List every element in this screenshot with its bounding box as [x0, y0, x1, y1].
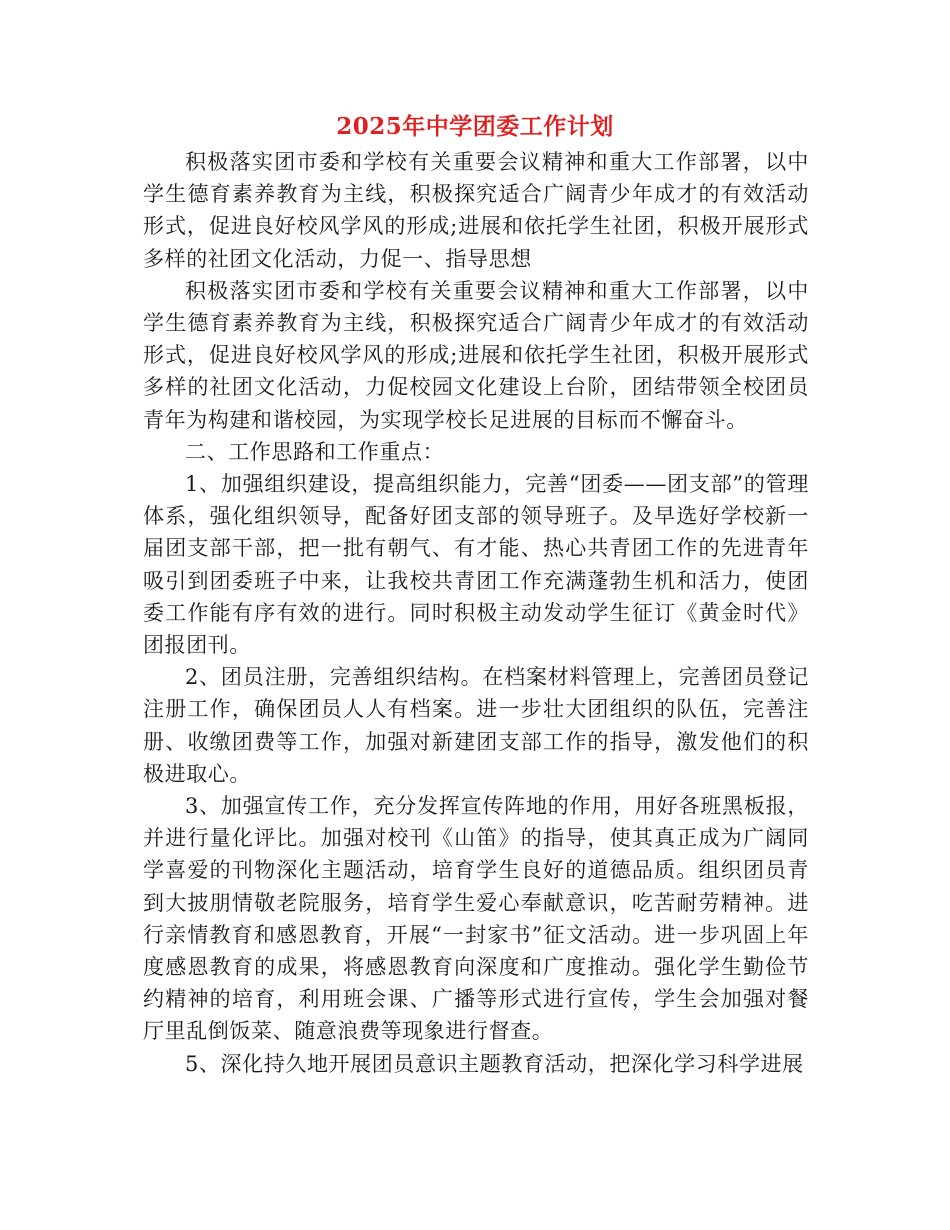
paragraph-item-2: 2、团员注册，完善组织结构。在档案材料管理上，完善团员登记注册工作，确保团员人人有档案。进一步壮大团组织的队伍，完善注册、收缴团费等工作，加强对新建团支部工作的指导，激发他们的积极进取心。 [143, 665, 809, 786]
paragraph-item-3: 3、加强宣传工作，充分发挥宣传阵地的作用，用好各班黑板报，并进行量化评比。加强对校刊《山笛》的指导，使其真正成为广阔同学喜爱的刊物深化主题活动，培育学生良好的道德品质。组织团员青到大披朋情敬老院服务，培育学生爱心奉献意识，吃苦耐劳精神。进行亲情教育和感恩教育，开展“一封家书”征文活动。进一步巩固上年度感恩教育的成果，将感恩教育向深度和广度推动。强化学生勤俭节约精神的培育，利用班会课、广播等形式进行宣传，学生会加强对餐厅里乱倒饭菜、随意浪费等现象进行督查。 [143, 794, 809, 1044]
document-body [143, 146, 809, 1080]
paragraph-item-5: 5、深化持久地开展团员意识主题教育活动，把深化学习科学进展 [185, 1051, 804, 1076]
section-heading-work-focus: 二、工作思路和工作重点： [185, 439, 445, 464]
paragraph-guiding-thought: 积极落实团市委和学校有关重要会议精神和重大工作部署，以中学生德育素养教育为主线，积极探究适合广阔青少年成才的有效活动形式，促进良好校风学风的形成;进展和依托学生社团，积极开展形式多样的社团文化活动，力促校园文化建设上台阶，团结带领全校团员青年为构建和谐校园，为实现学校长足进展的目标而不懈奋斗。 [143, 278, 809, 432]
paragraph-item-1: 1、加强组织建设，提高组织能力，完善“团委——团支部”的管理体系，强化组织领导，配备好团支部的领导班子。及早选好学校新一届团支部干部，把一批有朝气、有才能、热心共青团工作的先进青年吸引到团委班子中来，让我校共青团工作充满蓬勃生机和活力，使团委工作能有序有效的进行。同时积极主动发动学生征订《黄金时代》团报团刊。 [143, 472, 809, 658]
paragraph-intro: 积极落实团市委和学校有关重要会议精神和重大工作部署，以中学生德育素养教育为主线，积极探究适合广阔青少年成才的有效活动形式，促进良好校风学风的形成;进展和依托学生社团，积极开展形式多样的社团文化活动，力促一、指导思想 [143, 150, 809, 271]
document-title: 2025年中学团委工作计划 [336, 113, 614, 140]
